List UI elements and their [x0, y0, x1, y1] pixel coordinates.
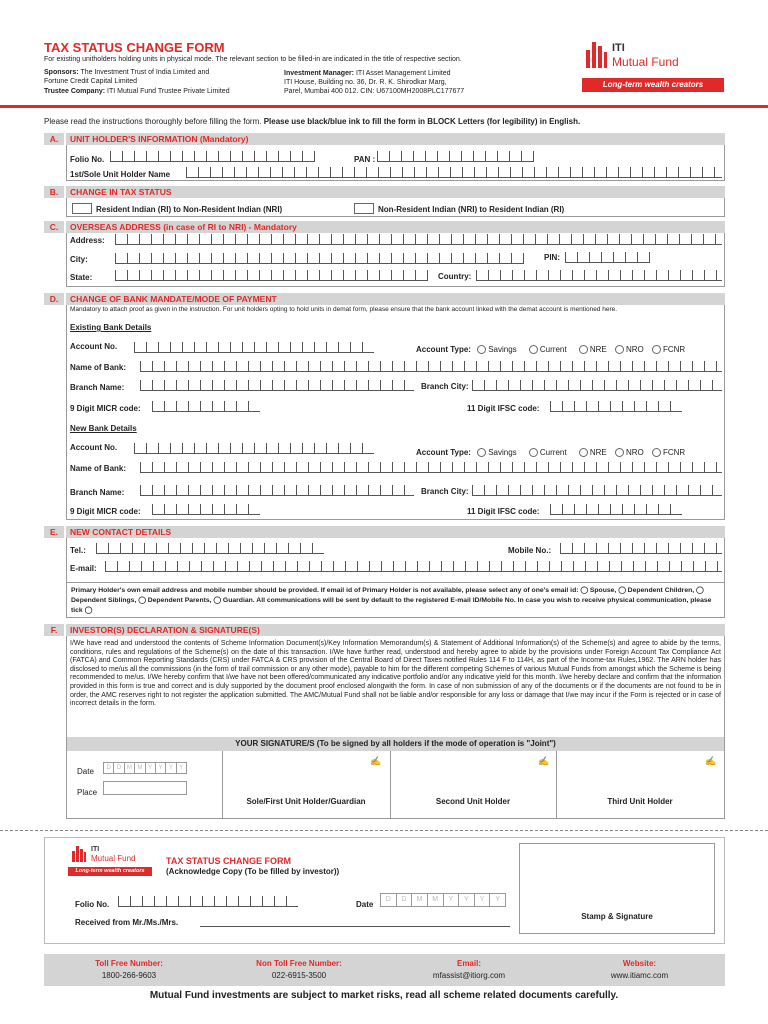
footer-nontoll: Non Toll Free Number: 022-6915-3500	[256, 959, 342, 980]
new-type-nre[interactable]: NRE	[579, 448, 607, 457]
place-label: Place	[77, 788, 98, 797]
sig3-label: Third Unit Holder	[607, 797, 673, 806]
email-link[interactable]: mfassist@itiorg.com	[432, 971, 506, 980]
nri-to-ri-checkbox[interactable]	[354, 203, 374, 214]
city-input[interactable]	[115, 253, 524, 264]
new-type-fcnr[interactable]: FCNR	[652, 448, 685, 457]
tel-label: Tel.:	[70, 546, 86, 555]
ack-date-input[interactable]: D D M M Y Y Y Y	[380, 893, 506, 907]
state-label: State:	[70, 273, 93, 282]
new-account-label: Account No.	[70, 443, 118, 452]
state-input[interactable]	[115, 270, 428, 281]
ack-folio-input[interactable]	[118, 896, 298, 907]
existing-ifsc-input[interactable]	[550, 401, 682, 412]
existing-ifsc-label: 11 Digit IFSC code:	[467, 404, 540, 413]
section-c-title: OVERSEAS ADDRESS (in case of RI to NRI) - Mandatory	[66, 221, 725, 233]
tel-input[interactable]	[96, 543, 324, 554]
section-e-letter: E.	[44, 526, 64, 538]
city-label: City:	[70, 255, 88, 264]
mobile-label: Mobile No.:	[508, 546, 552, 555]
logo-iti: ITI	[612, 42, 625, 54]
new-bank-heading: New Bank Details	[70, 424, 137, 433]
section-e-title: NEW CONTACT DETAILS	[66, 526, 725, 538]
email-label: E-mail:	[70, 564, 97, 573]
website-link[interactable]: www.itiamc.com	[610, 971, 669, 980]
existing-bank-name-label: Name of Bank:	[70, 363, 127, 372]
cut-line	[0, 830, 768, 831]
new-branch-name-label: Branch Name:	[70, 488, 125, 497]
ri-to-nri-label: Resident Indian (RI) to Non-Resident Indian (NRI)	[96, 205, 283, 214]
section-f-title: INVESTOR(S) DECLARATION & SIGNATURE(S)	[66, 624, 725, 636]
existing-micr-input[interactable]	[152, 401, 260, 412]
footer-disclaimer: Mutual Fund investments are subject to market risks, read all scheme related documents carefully.	[149, 990, 619, 1001]
address-label: Address:	[70, 236, 105, 245]
new-ifsc-input[interactable]	[550, 504, 682, 515]
signature-pen-icon: ✍	[705, 756, 717, 766]
trustee: Trustee Company: ITI Mutual Fund Trustee Private Limited	[44, 88, 230, 95]
existing-micr-label: 9 Digit MICR code:	[70, 404, 141, 413]
section-b-title: CHANGE IN TAX STATUS	[66, 186, 725, 198]
existing-account-label: Account No.	[70, 342, 118, 351]
im-address-2: Parel, Mumbai 400 012. CIN: U67100MH2008PLC177677	[284, 88, 465, 95]
existing-type-nre[interactable]: NRE	[579, 345, 607, 354]
holder-name-input[interactable]	[186, 167, 722, 178]
signature-pen-icon: ✍	[370, 756, 382, 766]
existing-branch-city-label: Branch City:	[421, 382, 469, 391]
existing-account-type: Account Type: Savings Current NRE NRO FCNR	[416, 345, 686, 354]
new-bank-name-input[interactable]	[140, 462, 722, 473]
country-input[interactable]	[476, 270, 722, 281]
new-branch-city-input[interactable]	[472, 485, 722, 496]
existing-type-current[interactable]: Current	[529, 345, 567, 354]
pan-label: PAN :	[354, 155, 376, 164]
new-type-savings[interactable]: Savings	[477, 448, 516, 457]
ack-received-label: Received from Mr./Ms./Mrs.	[75, 918, 179, 927]
ack-logo-tagline: Long-term wealth creators	[68, 867, 152, 876]
logo-mutual-fund: Mutual Fund	[612, 55, 679, 69]
existing-type-fcnr[interactable]: FCNR	[652, 345, 685, 354]
header-divider	[0, 105, 768, 108]
existing-branch-city-input[interactable]	[472, 380, 722, 391]
folio-input[interactable]	[110, 151, 315, 162]
date-input[interactable]: D D M M Y Y Y Y	[103, 762, 187, 774]
sponsors: Sponsors: The Investment Trust of India Limited and	[44, 69, 210, 76]
section-f-letter: F.	[44, 624, 64, 636]
section-a-title: UNIT HOLDER'S INFORMATION (Mandatory)	[66, 133, 725, 145]
folio-label: Folio No.	[70, 155, 105, 164]
pin-input[interactable]	[565, 252, 650, 263]
existing-type-nro[interactable]: NRO	[615, 345, 644, 354]
investment-manager: Investment Manager: ITI Asset Management Limited	[284, 70, 451, 77]
sig-divider-1	[222, 751, 223, 818]
section-b-letter: B.	[44, 186, 64, 198]
existing-account-input[interactable]	[134, 342, 374, 353]
ack-logo-mutual-fund: Mutual Fund	[91, 854, 136, 863]
existing-bank-heading: Existing Bank Details	[70, 323, 152, 332]
stamp-label: Stamp & Signature	[581, 912, 653, 921]
form-title: TAX STATUS CHANGE FORM	[44, 40, 225, 55]
new-ifsc-label: 11 Digit IFSC code:	[467, 507, 540, 516]
existing-branch-name-input[interactable]	[140, 380, 414, 391]
country-label: Country:	[438, 272, 472, 281]
section-c-letter: C.	[44, 221, 64, 233]
new-bank-name-label: Name of Bank:	[70, 464, 127, 473]
new-micr-input[interactable]	[152, 504, 260, 515]
sig2-label: Second Unit Holder	[435, 797, 511, 806]
im-address-1: ITI House, Building no. 36, Dr. R. K. Shirodkar Marg,	[284, 79, 447, 86]
sig1-label: Sole/First Unit Holder/Guardian	[246, 797, 366, 806]
email-input[interactable]	[105, 561, 722, 572]
ack-date-label: Date	[356, 900, 374, 909]
sig-divider-2	[390, 751, 391, 818]
footer-toll: Toll Free Number: 1800-266-9603	[95, 959, 163, 980]
new-account-input[interactable]	[134, 443, 374, 454]
ack-subtitle: (Acknowledge Copy (To be filled by investor))	[166, 867, 340, 876]
new-account-type: Account Type: Savings Current NRE NRO FCNR	[416, 448, 686, 457]
new-micr-label: 9 Digit MICR code:	[70, 507, 141, 516]
new-branch-name-input[interactable]	[140, 485, 414, 496]
iti-logo-icon	[72, 846, 88, 862]
logo-tagline: Long-term wealth creators	[582, 78, 724, 92]
signature-pen-icon: ✍	[538, 756, 550, 766]
pin-label: PIN:	[544, 253, 560, 262]
place-input[interactable]	[103, 781, 187, 795]
holder-name-label: 1st/Sole Unit Holder Name	[70, 170, 171, 179]
email-note: Primary Holder's own email address and mobile number should be provided. If email id of Primary Holder is not available, please select any of one's email id: ◯ Spouse, ◯ Dependent Children, ◯ Dependent Siblings, ◯ Dependent Parents, ◯ Guardian. All communications will be sent by default to the registered E-mail ID/Mobile No. In case you wish to receive physical communication, please tick ◯	[67, 582, 724, 617]
existing-branch-name-label: Branch Name:	[70, 383, 125, 392]
existing-type-savings[interactable]: Savings	[477, 345, 516, 354]
pan-input[interactable]	[377, 151, 534, 162]
ri-to-nri-checkbox[interactable]	[72, 203, 92, 214]
ack-folio-label: Folio No.	[75, 900, 110, 909]
address-input[interactable]	[115, 234, 722, 245]
signature-title: YOUR SIGNATURE/S (To be signed by all holders if the mode of operation is "Joint")	[67, 737, 724, 751]
section-d-title: CHANGE OF BANK MANDATE/MODE OF PAYMENT	[66, 293, 725, 305]
date-label: Date	[77, 767, 94, 776]
declaration-text: I/We have read and understood the contents of Scheme Information Document(s)/Key Information Memorandum(s) & Statement of Additional Information(s) of the Scheme(s) and agree to abide by the terms, conditions, rules and regulations of the Scheme(s) on the date of this transaction. I/We have further read, understood and hereby agree to abide by the provisions under Foreign Account Tax Compliance Act (FATCA) and Common Reporting Standards (CRS) under FATCA & CRS provision of the Central Board of Direct Taxes notified Rules 114 F to 114H, as part of the Income-tax Rules,1962. The ARN holder has disclosed to me/us all the commissions (in the form of trail commission or any other mode), payable to him for the different competing Schemes of various Mutual Funds from amongst which the Scheme is being recommended to me/us. I/We hereby confirm that I/we have not been offered/communicated any indicative portfolio and/or any indicative yield for this month. I/we hereby declare and confirm that the information provided in this form is true and correct and is duly supported by the document proof enclosed alongwith the form. In case of non submission of any of the documents or if the documents are not found to be in order, the AMC reserves right to not register the application submitted. The AMC/Mutual Fund shall not be liable and/or responsible for any loss or damage that I/we may incur if the Form is rejected or in case of incorrect details in the form.	[70, 640, 721, 708]
iti-logo-icon	[586, 42, 608, 68]
instruction-line: Please read the instructions thoroughly before filling the form. Please use black/blue ink to fill the form in BLOCK Letters (for legibility) in English.	[44, 117, 581, 126]
form-subtitle: For existing unitholders holding units in physical mode. The relevant section to be filled-in are indicated in the title of respective section.	[44, 56, 462, 63]
new-type-nro[interactable]: NRO	[615, 448, 644, 457]
mobile-input[interactable]	[560, 543, 722, 554]
new-branch-city-label: Branch City:	[421, 487, 469, 496]
new-type-current[interactable]: Current	[529, 448, 567, 457]
footer-email: Email: mfassist@itiorg.com	[384, 956, 554, 986]
nri-to-ri-label: Non-Resident Indian (NRI) to Resident Indian (RI)	[378, 205, 565, 214]
sponsors-2: Fortune Credit Capital Limited	[44, 78, 137, 85]
existing-bank-name-input[interactable]	[140, 361, 722, 372]
ack-title: TAX STATUS CHANGE FORM	[166, 856, 291, 866]
bank-note: Mandatory to attach proof as given in the instruction. For unit holders opting to hold units in demat form, please ensure that the bank account linked with the demat account is mentioned here.	[70, 306, 618, 313]
ack-logo-iti: ITI	[91, 846, 100, 853]
section-d-letter: D.	[44, 293, 64, 305]
sig-divider-3	[556, 751, 557, 818]
footer-website: Website: www.itiamc.com	[554, 956, 725, 986]
ack-received-input[interactable]	[200, 926, 510, 927]
section-a-letter: A.	[44, 133, 64, 145]
